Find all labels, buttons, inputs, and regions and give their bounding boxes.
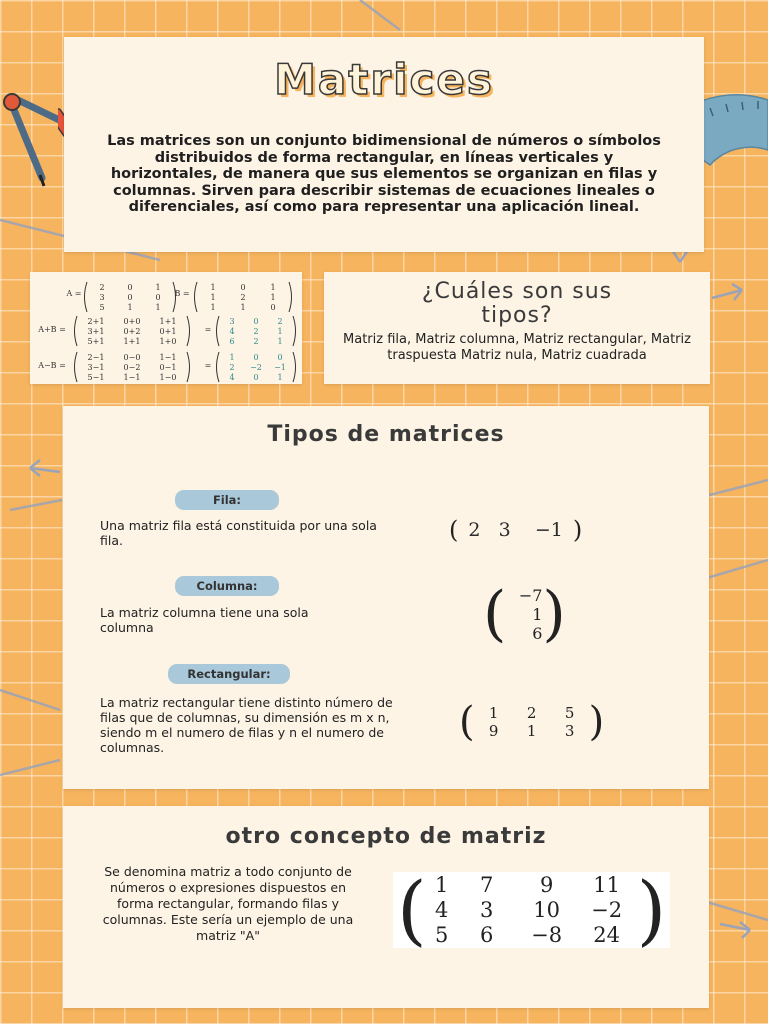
matrix-diff-result-cell: 0 (277, 353, 283, 362)
matrix-diff-result-cell: 1 (229, 353, 235, 362)
matrix-a-small-cell: 1 (155, 303, 161, 312)
matrix-b-small-cell: 1 (270, 293, 276, 302)
matrix-diff-expr-cell: 0−1 (159, 363, 177, 372)
matrix-diff-expr-cell: 1−1 (123, 373, 141, 382)
matrix-a-small-left-bracket (85, 282, 88, 312)
columna-matrix: ( −7 1 6 ) (483, 579, 566, 649)
matrix-sum-expr-left-bracket (75, 316, 78, 346)
label-sum: A+B = (38, 325, 66, 334)
matrix-a-small-cell: 2 (99, 283, 105, 292)
types-list: Matriz fila, Matriz columna, Matriz rectangular, Matriz traspuesta Matriz nula, Matriz cuadrada (343, 332, 691, 363)
matrix-a-small-cell: 1 (155, 283, 161, 292)
label-diff: A−B = (38, 361, 66, 370)
fila-matrix: ( 2 3 −1 ) (449, 516, 583, 544)
matrix-a: ( 1 7 9 11 4 3 10 −2 5 6 −8 24 ) (393, 872, 670, 948)
matrix-sum-expr-cell: 1+0 (159, 337, 177, 346)
matrix-sum-result-left-bracket (217, 316, 220, 346)
rectangular-matrix: ( 1 2 5 9 1 3 ) (459, 699, 605, 745)
matrix-diff-expr-cell: 0−2 (123, 363, 141, 372)
matrix-a-small-cell: 3 (99, 293, 105, 302)
rectangular-text: La matriz rectangular tiene distinto número de filas que de columnas, su dimensión es m x n, siendo m el numero de filas y n el numero de columnas. (100, 695, 393, 755)
intro-card (64, 37, 704, 252)
matrix-b-small-cell: 1 (210, 283, 216, 292)
matrix-diff-expr-cell: 2−1 (87, 353, 105, 362)
matrix-sum-result-cell: 3 (229, 317, 235, 326)
equals-diff: = (204, 361, 212, 370)
matrix-sum-expr-cell: 1+1 (123, 337, 141, 346)
other-concept-card (63, 806, 709, 1008)
matrix-b-small-cell: 2 (240, 293, 246, 302)
matrix-b-small-cell: 0 (240, 283, 246, 292)
matrix-diff-result-cell: 2 (229, 363, 235, 372)
matrix-diff-result-cell: −1 (274, 363, 286, 372)
examples-card (30, 272, 302, 384)
columna-text: La matriz columna tiene una sola columna (100, 605, 309, 635)
matrix-b-small-cell: 1 (210, 303, 216, 312)
matrix-sum-expr-cell: 0+2 (123, 327, 141, 336)
matrix-b-small-cell: 1 (270, 283, 276, 292)
matrix-diff-expr-cell: 0−0 (123, 353, 141, 362)
matrix-sum-expr-right-bracket (187, 316, 190, 346)
matrix-diff-expr-cell: 1−1 (159, 353, 177, 362)
matrix-sum-result-cell: 2 (277, 317, 283, 326)
label-b: B = (174, 289, 190, 298)
types-section-heading: Tipos de matrices (267, 422, 505, 447)
page-title: Matrices (274, 55, 494, 104)
matrix-sum-expr-cell: 1+1 (159, 317, 177, 326)
matrix-sum-expr-cell: 5+1 (87, 337, 105, 346)
matrix-diff-result-cell: 0 (253, 373, 259, 382)
matrix-a-small-cell: 0 (127, 293, 133, 302)
matrix-operations-example (30, 272, 302, 384)
other-heading: otro concepto de matriz (225, 824, 547, 849)
matrix-b-small-cell: 1 (210, 293, 216, 302)
matrix-a-small-cell: 1 (127, 303, 133, 312)
matrix-sum-expr-cell: 0+1 (159, 327, 177, 336)
matrix-sum-result-right-bracket (293, 316, 296, 346)
matrix-a-small-cell: 5 (99, 303, 105, 312)
matrix-diff-result-cell: 1 (277, 373, 283, 382)
intro-text: Las matrices son un conjunto bidimensional de números o símbolos distribuidos de forma rectangular, en líneas verticales y horizontales, de manera que sus elementos se organizan en filas y columnas. Sirven para describir sistemas de ecuaciones lineales o diferenciales, así como para representar una aplicación lineal. (107, 133, 661, 215)
matrix-sum-expr-cell: 3+1 (87, 327, 105, 336)
types-card (324, 272, 710, 384)
equals-sum: = (204, 325, 212, 334)
types-section-card (63, 406, 709, 789)
matrix-sum-result-cell: 1 (277, 337, 283, 346)
matrix-diff-result-cell: 0 (253, 353, 259, 362)
matrix-sum-result-cell: 4 (229, 327, 235, 336)
matrix-a-small-cell: 0 (127, 283, 133, 292)
matrix-diff-result-left-bracket (217, 352, 220, 382)
types-heading: ¿Cuáles son sus tipos? (421, 279, 613, 328)
matrix-b-small-cell: 1 (240, 303, 246, 312)
matrix-diff-result-cell: −2 (250, 363, 262, 372)
matrix-diff-expr-cell: 3−1 (87, 363, 105, 372)
matrix-b-small-right-bracket (289, 282, 292, 312)
pill-columna: Columna: (175, 576, 279, 596)
matrix-diff-result-cell: 4 (229, 373, 235, 382)
matrix-sum-result-cell: 2 (253, 327, 259, 336)
matrix-diff-expr-right-bracket (187, 352, 190, 382)
matrix-b-small-cell: 0 (270, 303, 276, 312)
matrix-sum-result-cell: 1 (277, 327, 283, 336)
matrix-a-small-cell: 0 (155, 293, 161, 302)
matrix-diff-result-right-bracket (293, 352, 296, 382)
matrix-sum-result-cell: 2 (253, 337, 259, 346)
matrix-b-small-left-bracket (195, 282, 198, 312)
matrix-diff-expr-left-bracket (75, 352, 78, 382)
fila-text: Una matriz fila está constituida por una sola fila. (100, 518, 377, 548)
matrix-diff-expr-cell: 1−0 (159, 373, 177, 382)
other-text: Se denomina matriz a todo conjunto de números o expresiones dispuestos en forma rectangular, formando filas y columnas. Este sería un ejemplo de una matriz "A" (102, 864, 354, 943)
matrix-sum-expr-cell: 2+1 (87, 317, 105, 326)
pill-fila: Fila: (175, 490, 279, 510)
matrix-sum-result-cell: 6 (229, 337, 235, 346)
pill-rectangular: Rectangular: (168, 664, 290, 684)
matrix-sum-result-cell: 0 (253, 317, 259, 326)
matrix-diff-expr-cell: 5−1 (87, 373, 105, 382)
matrix-sum-expr-cell: 0+0 (123, 317, 141, 326)
label-a: A = (66, 289, 82, 298)
